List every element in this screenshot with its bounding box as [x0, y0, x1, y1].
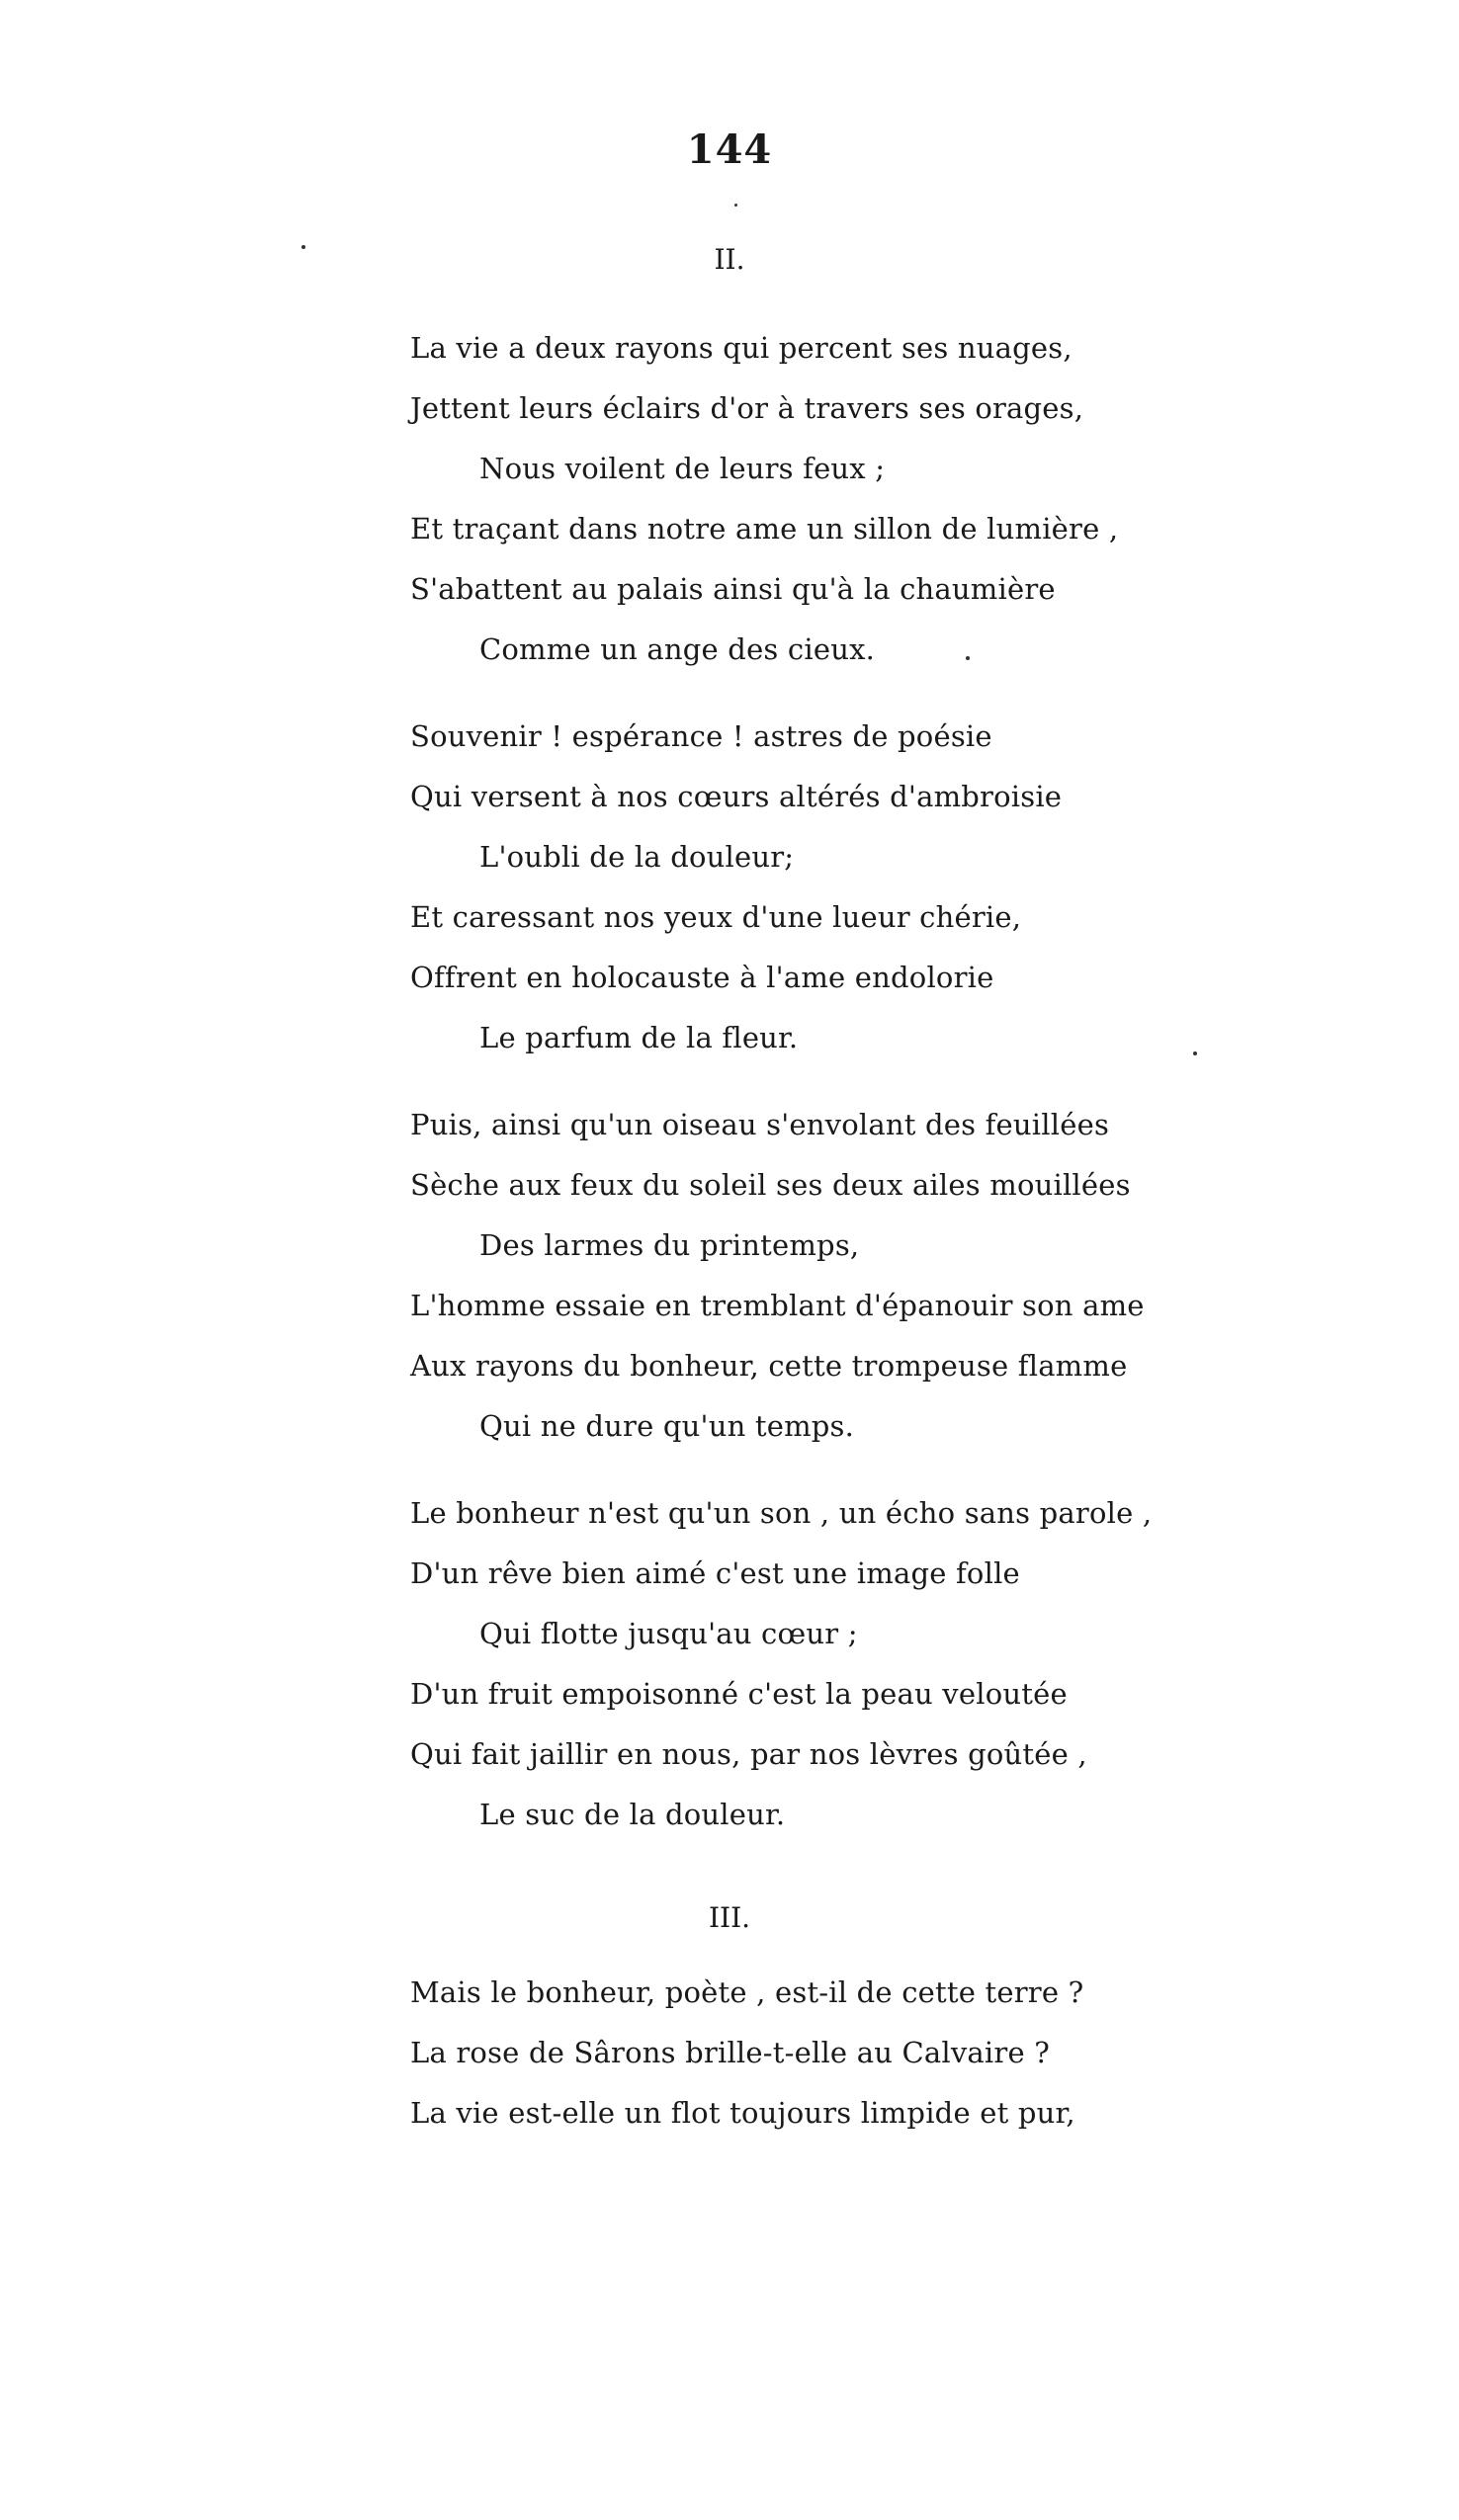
verse-line: Le suc de la douleur.: [479, 1798, 786, 1831]
verse-line: La vie est-elle un flot toujours limpide et pur,: [410, 2096, 1075, 2130]
verse-line: Le bonheur n'est qu'un son , un écho sans parole ,: [410, 1496, 1153, 1530]
stanza-divider: [410, 680, 1280, 707]
stanza: [410, 318, 1280, 680]
verse-line: Nous voilent de leurs feux ;: [479, 452, 886, 485]
print-speck: [966, 656, 970, 660]
section-heading: II.: [714, 243, 745, 276]
verse-line: Mais le bonheur, poète , est-il de cette terre ?: [410, 1975, 1084, 2009]
verse-line: Qui flotte jusqu'au cœur ;: [479, 1617, 858, 1650]
verse-line: L'homme essaie en tremblant d'épanouir son ame: [410, 1289, 1145, 1322]
verse-line: Qui fait jaillir en nous, par nos lèvres goûtée ,: [410, 1737, 1087, 1771]
stanza: [410, 1095, 1280, 1457]
verse-line: Et traçant dans notre ame un sillon de lumière ,: [410, 512, 1119, 546]
verse-line: S'abattent au palais ainsi qu'à la chaumière: [410, 572, 1056, 606]
print-speck: [301, 245, 305, 249]
stanza: [410, 1483, 1280, 1845]
verse-line: D'un rêve bien aimé c'est une image folle: [410, 1556, 1020, 1590]
poem-section-ii: [410, 318, 1280, 1845]
verse-line: Qui versent à nos cœurs altérés d'ambroisie: [410, 780, 1063, 813]
verse-line: Souvenir ! espérance ! astres de poésie: [410, 719, 992, 753]
verse-line: Le parfum de la fleur.: [479, 1021, 799, 1054]
verse-line: D'un fruit empoisonné c'est la peau veloutée: [410, 1677, 1068, 1711]
stanza: [410, 707, 1280, 1068]
stanza-divider: [410, 1457, 1280, 1483]
print-speck: [734, 204, 737, 207]
stanza: [410, 1963, 1280, 2143]
verse-line: La rose de Sârons brille-t-elle au Calvaire ?: [410, 2036, 1050, 2069]
verse-line: Aux rayons du bonheur, cette trompeuse flamme: [410, 1349, 1128, 1383]
verse-line: Offrent en holocauste à l'ame endolorie: [410, 961, 994, 994]
page-number: 144: [686, 126, 773, 173]
section-heading: III.: [708, 1901, 751, 1934]
verse-line: L'oubli de la douleur;: [479, 840, 795, 874]
verse-line: Sèche aux feux du soleil ses deux ailes mouillées: [410, 1168, 1131, 1202]
poem-section-iii: [410, 1963, 1280, 2143]
verse-line: Comme un ange des cieux.: [479, 632, 876, 666]
verse-line: Jettent leurs éclairs d'or à travers ses orages,: [410, 391, 1084, 425]
verse-line: Et caressant nos yeux d'une lueur chérie,: [410, 900, 1022, 934]
verse-line: Puis, ainsi qu'un oiseau s'envolant des feuillées: [410, 1108, 1110, 1141]
verse-line: Qui ne dure qu'un temps.: [479, 1409, 855, 1443]
stanza-divider: [410, 1068, 1280, 1095]
verse-line: Des larmes du printemps,: [479, 1228, 860, 1262]
verse-line: La vie a deux rayons qui percent ses nuages,: [410, 331, 1073, 365]
print-speck: [1193, 1051, 1197, 1055]
